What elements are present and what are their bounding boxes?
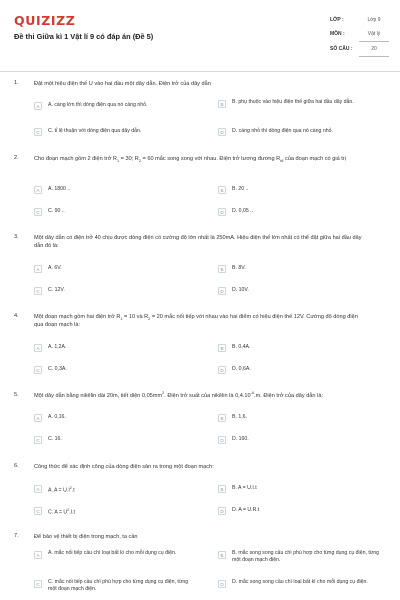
question-count-field <box>330 44 390 57</box>
option-c[interactable] <box>34 365 194 377</box>
option-letter-box: B <box>218 100 226 108</box>
option-letter-box: A <box>34 414 42 422</box>
option-text: C. 16. <box>48 436 62 442</box>
subject-underline <box>359 41 389 42</box>
option-text: B. mắc song song cầu chì phù hợp cho từng dụng cụ điện, từng một đoạn mạch điện. <box>232 550 380 564</box>
option-text: A. $A = U.I^2.t$ <box>48 486 75 494</box>
option-d[interactable] <box>218 435 378 447</box>
option-text: A. mắc nối tiếp cầu chì loại bất kì cho mỗi dụng cụ điện. <box>48 550 177 556</box>
worksheet-title: Đề thi Giữa kì 1 Vật lí 9 có đáp án (Đề 5) <box>14 32 154 41</box>
header-divider <box>0 71 400 72</box>
option-a[interactable] <box>34 484 194 496</box>
option-text: C. mắc nối tiếp cầu chì phù hợp cho từng dụng cụ điện, từng một đoạn mạch điện. <box>48 579 189 593</box>
option-b[interactable] <box>218 343 378 355</box>
option-text: B. 20 .. <box>232 186 249 192</box>
option-d[interactable] <box>218 578 388 590</box>
question-text: Công thức để xác định công của dòng điện sản ra trong một đoạn mạch: <box>34 464 214 470</box>
option-letter-box: A <box>34 485 42 493</box>
option-a[interactable] <box>34 185 194 197</box>
option-text: D. A = U.R.t <box>232 507 260 513</box>
option-c[interactable] <box>34 578 204 593</box>
option-a[interactable] <box>34 101 194 113</box>
option-letter-box: D <box>218 366 226 374</box>
option-letter-box: C <box>34 208 42 216</box>
option-text: C. tỉ lệ thuận với dòng điện qua dây dẫn. <box>48 128 142 134</box>
option-text: D. 0,6A. <box>232 366 251 372</box>
option-letter-box: D <box>218 208 226 216</box>
option-text: D. càng nhỏ thì dòng điện qua nó càng nhỏ. <box>232 128 333 134</box>
option-letter-box: A <box>34 265 42 273</box>
class-field <box>330 15 390 28</box>
option-a[interactable] <box>34 413 194 425</box>
option-text: C. $A = U^2.I.t$ <box>48 508 75 516</box>
option-b[interactable] <box>218 413 378 425</box>
option-text: D. 10V. <box>232 287 249 293</box>
question-text: Một dây dẫn bằng nikêlin dài 20m, tiết diện $0,05mm^2$. Điện trở suất của nikêlin là $0,4.10^{-6}.m$. Điện trở của dây dẫn là: <box>34 391 323 399</box>
option-a[interactable] <box>34 343 194 355</box>
option-letter-box: C <box>34 128 42 136</box>
option-letter-box: D <box>218 507 226 515</box>
option-letter-box: D <box>218 287 226 295</box>
option-d[interactable] <box>218 207 378 219</box>
class-label: LỚP : <box>330 17 344 23</box>
option-letter-box: A <box>34 344 42 352</box>
quizizz-logo: QUIZIZZ <box>14 13 76 28</box>
option-text: D. 0,05 .. <box>232 208 254 214</box>
question-number: 5. <box>14 392 19 398</box>
option-text: B. 0,4A. <box>232 344 251 350</box>
option-letter-box: C <box>34 287 42 295</box>
question-number: 2. <box>14 155 19 161</box>
option-text: B. phụ thuộc vào hiệu điện thế giữa hai đầu dây dẫn. <box>232 99 354 105</box>
option-text: A. 0,16. <box>48 414 66 420</box>
option-letter-box: B <box>218 485 226 493</box>
option-letter-box: D <box>218 436 226 444</box>
option-d[interactable] <box>218 127 378 139</box>
option-letter-box: A <box>34 551 42 559</box>
option-c[interactable] <box>34 207 194 219</box>
subject-value: Vật lý <box>367 31 381 37</box>
option-b[interactable] <box>218 185 378 197</box>
option-letter-box: C <box>34 366 42 374</box>
question-text: Đặt một hiệu điện thế U vào hai đầu một dây dẫn. Điện trở của dây dẫn <box>34 81 211 87</box>
option-text: C. 12V. <box>48 287 65 293</box>
question-count-value: 20 <box>371 46 377 52</box>
option-c[interactable] <box>34 435 194 447</box>
option-text: C. 90 .. <box>48 208 65 214</box>
option-text: B. 8V. <box>232 265 246 271</box>
option-text: A. càng lớn thì dòng điện qua nó càng nhỏ. <box>48 102 148 108</box>
option-text: A. 6V. <box>48 265 62 271</box>
question-number: 7. <box>14 533 19 539</box>
subject-label: MÔN : <box>330 31 345 37</box>
option-text: B. A = U.I.t <box>232 485 257 491</box>
question-count-label: SỐ CÂU : <box>330 46 353 52</box>
question-number: 6. <box>14 463 19 469</box>
option-b[interactable] <box>218 98 378 110</box>
option-b[interactable] <box>218 264 378 276</box>
option-a[interactable] <box>34 549 204 561</box>
option-text: A. 1,2A. <box>48 344 67 350</box>
option-letter-box: B <box>218 265 226 273</box>
class-value: Lớp 9 <box>367 17 381 23</box>
option-letter-box: D <box>218 580 226 588</box>
question-text: Cho đoạn mạch gồm 2 điện trở $R_1 = 30$; $R_2 = 60$ mắc song song với nhau. Điện trở tương đương $R_{tđ}$ của đoạn mạch có giá trị <box>34 156 346 164</box>
option-a[interactable] <box>34 264 194 276</box>
option-letter-box: A <box>34 186 42 194</box>
option-text: A. 1800 .. <box>48 186 71 192</box>
option-c[interactable] <box>34 127 194 139</box>
option-letter-box: B <box>218 551 226 559</box>
option-text: C. 0,3A. <box>48 366 67 372</box>
option-letter-box: B <box>218 186 226 194</box>
question-number: 3. <box>14 234 19 240</box>
option-d[interactable] <box>218 506 378 518</box>
option-letter-box: B <box>218 414 226 422</box>
question-count-underline <box>359 56 389 57</box>
option-c[interactable] <box>34 286 194 298</box>
question-text: Một đoạn mạch gồm hai điện trở $R_1 = 10$ và $R_2 = 20$ mắc nối tiếp với nhau vào hai điểm có hiệu điện thế 12V. Cường độ dòng điện qua đoạn mạch là: <box>34 314 358 329</box>
option-c[interactable] <box>34 506 194 518</box>
option-b[interactable] <box>218 484 378 496</box>
option-letter-box: B <box>218 344 226 352</box>
question-text: Để bảo vệ thiết bị điện trong mạch, ta cần <box>34 534 138 540</box>
option-letter-box: A <box>34 102 42 110</box>
worksheet-header <box>0 0 400 72</box>
option-text: D. mắc song song cầu chì loại bất kì cho mỗi dụng cụ điện. <box>232 579 368 585</box>
option-letter-box: C <box>34 580 42 588</box>
option-d[interactable] <box>218 365 378 377</box>
option-b[interactable] <box>218 549 388 564</box>
option-letter-box: C <box>34 507 42 515</box>
question-number: 4. <box>14 313 19 319</box>
question-text: Một dây dẫn có điện trở 40 chịu được dòng điện có cường độ lớn nhất là 250mA. Hiệu điện thế lớn nhất có thể đặt giữa hai đầu dây dẫn đó là: <box>34 235 362 250</box>
option-d[interactable] <box>218 286 378 298</box>
question-number: 1. <box>14 80 19 86</box>
option-text: B. 1,6. <box>232 414 247 420</box>
option-letter-box: D <box>218 128 226 136</box>
option-letter-box: C <box>34 436 42 444</box>
subject-field <box>330 29 390 42</box>
option-text: D. 160. <box>232 436 249 442</box>
